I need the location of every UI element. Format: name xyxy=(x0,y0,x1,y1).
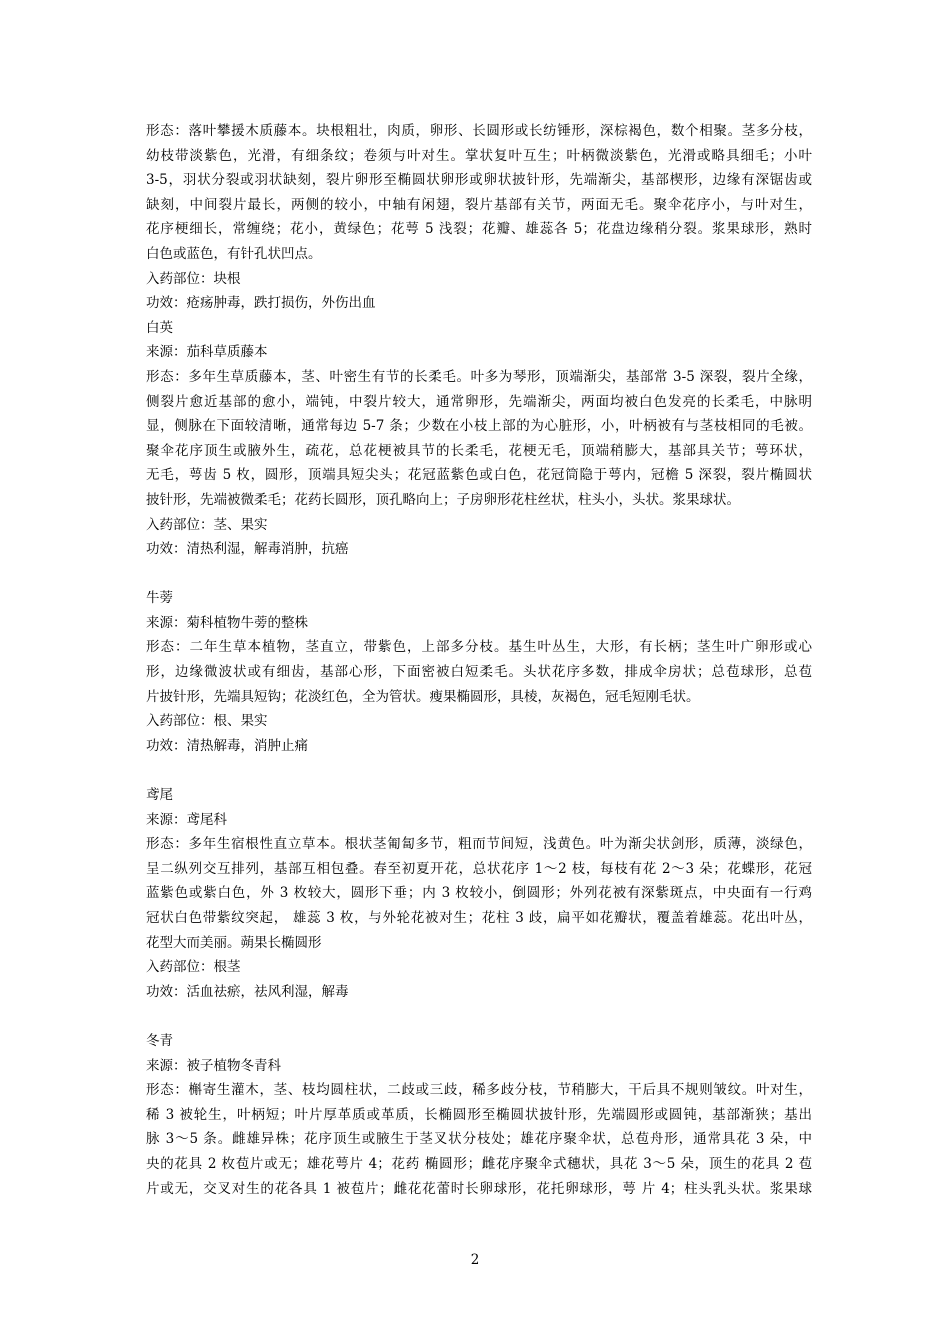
efficacy: 功效：活血祛瘀，祛风利湿，解毒 xyxy=(146,983,349,1000)
morphology-line: 呈二纵列交互排列，基部互相包叠。春至初夏开花，总状花序 1～2 枝，每枝有花 2～3 朵；花蝶形，花冠 xyxy=(146,860,812,877)
morphology-line: 花型大而美丽。蒴果长椭圆形 xyxy=(146,934,322,951)
herb-entry xyxy=(146,586,812,758)
morphology-line: 显，侧脉在下面较清晰，通常每边 5-7 条；少数在小枝上部的为心脏形，小，叶柄被有与茎枝相同的毛被。 xyxy=(146,418,812,435)
morphology-line: 片披针形，先端具短钩；花淡红色，全为管状。瘦果椭圆形，具棱，灰褐色，冠毛短刚毛状。 xyxy=(146,688,700,705)
morphology-line: 披针形，先端被微柔毛；花药长圆形，顶孔略向上；子房卵形花柱丝状，柱头小，头状。浆果球状。 xyxy=(146,491,740,508)
efficacy: 功效：清热利湿，解毒消肿，抗癌 xyxy=(146,541,349,558)
morphology-line: 央的花具 2 枚苞片或无；雄花萼片 4；花药 椭圆形；雌花序聚伞式穗状，具花 3～5 朵，顶生的花具 2 苞 xyxy=(146,1155,812,1172)
morphology-line: 稀 3 被轮生，叶柄短；叶片厚革质或革质，长椭圆形至椭圆状披针形，先端圆形或圆钝，基部渐狭；基出 xyxy=(146,1106,812,1123)
morphology-line: 花序梗细长，常缠绕；花小，黄绿色；花萼 5 浅裂；花瓣、雄蕊各 5；花盘边缘稍分裂。浆果球形，熟时 xyxy=(146,221,812,238)
herb-name: 牛蒡 xyxy=(146,590,173,607)
efficacy: 功效：疮疡肿毒，跌打损伤，外伤出血 xyxy=(146,295,376,312)
morphology-line: 形，边缘微波状或有细齿，基部心形，下面密被白短柔毛。头状花序多数，排成伞房状；总苞球形，总苞 xyxy=(146,664,812,681)
herb-source: 来源：鸢尾科 xyxy=(146,811,227,828)
medicinal-part: 入药部位：块根 xyxy=(146,270,241,287)
efficacy: 功效：清热解毒，消肿止痛 xyxy=(146,737,308,754)
medicinal-part: 入药部位：根茎 xyxy=(146,959,241,976)
page-number: 2 xyxy=(470,1252,480,1268)
herb-entry xyxy=(146,316,812,562)
herb-entry xyxy=(146,1029,812,1201)
morphology-line: 片或无，交叉对生的花各具 1 被苞片；雌花花蕾时长卵球形，花托卵球形，萼 片 4；柱头乳头状。浆果球 xyxy=(146,1180,812,1197)
herb-name: 白英 xyxy=(146,319,173,336)
paragraph-gap xyxy=(146,1004,812,1029)
morphology-line: 形态：二年生草本植物，茎直立，带紫色，上部多分枝。基生叶丛生，大形，有长柄；茎生叶广卵形或心 xyxy=(146,639,812,656)
paragraph-gap xyxy=(146,758,812,783)
morphology-line: 形态：落叶攀援木质藤本。块根粗壮，肉质，卵形、长圆形或长纺锤形，深棕褐色，数个相聚。茎多分枝， xyxy=(146,123,812,139)
medicinal-part: 入药部位：根、果实 xyxy=(146,713,268,730)
morphology-line: 3-5，羽状分裂或羽状缺刻，裂片卵形至椭圆状卵形或卵状披针形，先端渐尖，基部楔形，边缘有深锯齿或 xyxy=(146,172,812,189)
herb-entry xyxy=(146,119,812,316)
herb-name: 冬青 xyxy=(146,1032,173,1049)
morphology-line: 形态：多年生宿根性直立草本。根状茎匍匐多节，粗而节间短，浅黄色。叶为渐尖状剑形，质薄，淡绿色， xyxy=(146,836,812,853)
herb-source: 来源：菊科植物牛蒡的整株 xyxy=(146,614,308,631)
morphology-line: 蓝紫色或紫白色，外 3 枚较大，圆形下垂；内 3 枚较小，倒圆形；外列花被有深紫斑点，中央面有一行鸡 xyxy=(146,885,812,902)
morphology-line: 幼枝带淡紫色，光滑，有细条纹；卷须与叶对生。掌状复叶互生；叶柄微淡紫色，光滑或略具细毛；小叶 xyxy=(146,147,812,164)
morphology-line: 形态：多年生草质藤本，茎、叶密生有节的长柔毛。叶多为琴形，顶端渐尖，基部常 3-5 深裂，裂片全缘， xyxy=(146,368,812,385)
morphology-line: 侧裂片愈近基部的愈小，端钝，中裂片较大，通常卵形，先端渐尖，两面均被白色发亮的长柔毛，中脉明 xyxy=(146,393,812,410)
morphology-line: 缺刻，中间裂片最长，两侧的较小，中轴有闲翅，裂片基部有关节，两面无毛。聚伞花序小，与叶对生， xyxy=(146,196,812,213)
morphology-line: 聚伞花序顶生或腋外生，疏花，总花梗被具节的长柔毛，花梗无毛，顶端稍膨大，基部具关节；萼环状， xyxy=(146,442,812,459)
herb-source: 来源：被子植物冬青科 xyxy=(146,1057,281,1074)
herb-source: 来源：茄科草质藤本 xyxy=(146,344,268,361)
page-content xyxy=(146,119,812,1201)
morphology-line: 无毛，萼齿 5 枚，圆形，顶端具短尖头；花冠蓝紫色或白色，花冠筒隐于萼内，冠檐 5 深裂，裂片椭圆状 xyxy=(146,467,812,484)
morphology-line: 白色或蓝色，有针孔状凹点。 xyxy=(146,245,322,262)
morphology-line: 冠状白色带紫纹突起， 雄蕊 3 枚，与外轮花被对生；花柱 3 歧，扁平如花瓣状，覆盖着雄蕊。花出叶丛， xyxy=(146,910,812,926)
morphology-line: 脉 3～5 条。雌雄异株；花序顶生或腋生于茎叉状分枝处；雄花序聚伞状，总苞舟形，通常具花 3 朵，中 xyxy=(146,1131,812,1148)
morphology-line: 形态：槲寄生灌木，茎、枝均圆柱状，二歧或三歧，稀多歧分枝，节稍膨大，干后具不规则皱纹。叶对生， xyxy=(146,1082,812,1099)
medicinal-part: 入药部位：茎、果实 xyxy=(146,516,268,533)
herb-entry xyxy=(146,783,812,1004)
herb-name: 鸢尾 xyxy=(146,787,173,804)
paragraph-gap xyxy=(146,562,812,587)
